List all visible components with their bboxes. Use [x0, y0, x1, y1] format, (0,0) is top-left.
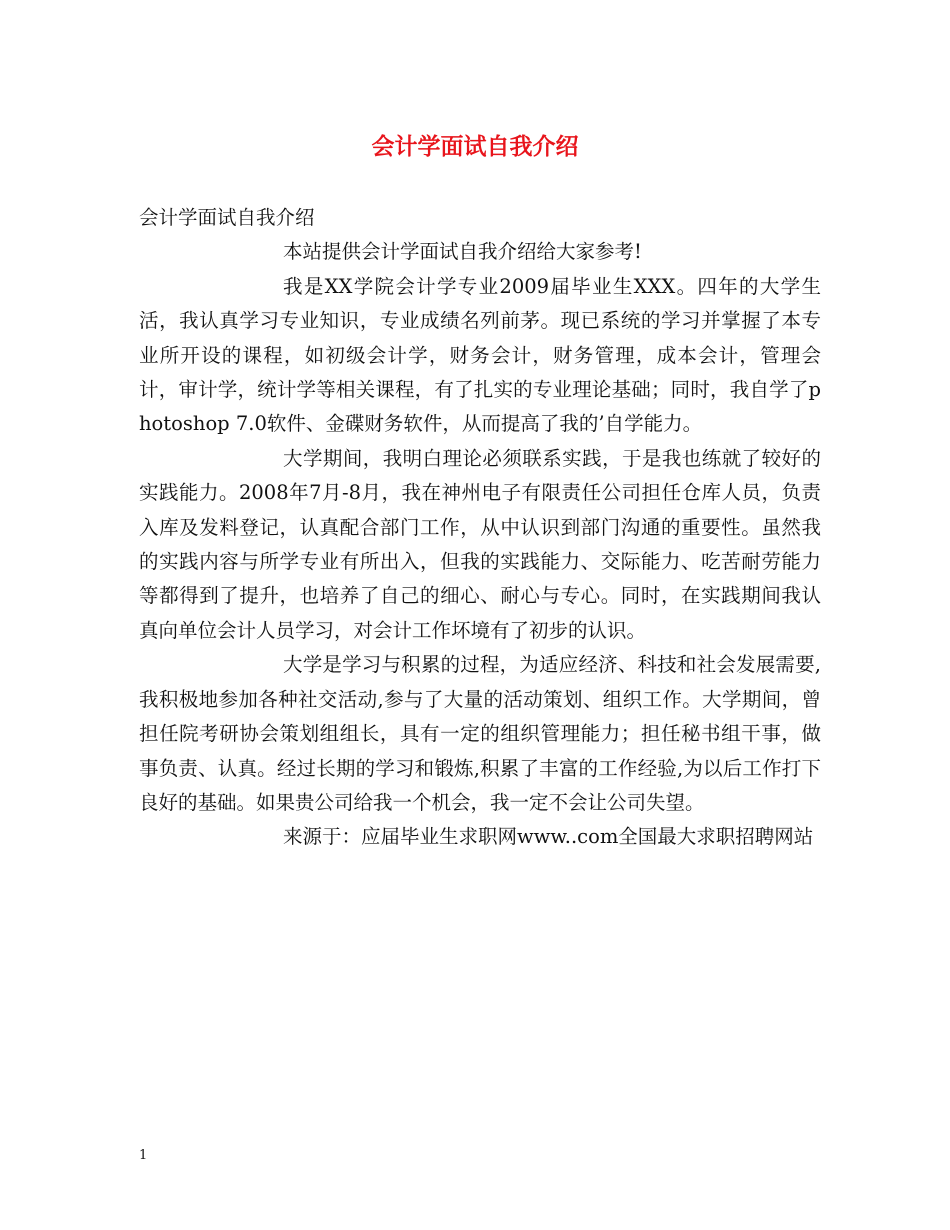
intro-paragraph: 本站提供会计学面试自我介绍给大家参考! — [283, 240, 642, 264]
source-paragraph: 来源于：应届毕业生求职网www..com全国最大求职招聘网站 — [283, 825, 814, 849]
page-number: 1 — [139, 1148, 148, 1163]
subtitle-paragraph: 会计学面试自我介绍 — [139, 206, 315, 229]
practice-paragraph: 大学期间，我明白理论必须联系实践，于是我也练就了较好的实践能力。2008年7月-8月，我在神州电子有限责任公司担任仓库人员，负责入库及发料登记，认真配合部门工作，从中认识到部门沟通的重要性。虽然我的实践内容与所学专业有所出入，但我的实践能力、交际能力、吃苦耐劳能力等都得到了提升，也培养了自己的细心、耐心与专心。同时，在实践期间我认真向单位会计人员学习，对会计工作坏境有了初步的认识。 — [139, 446, 821, 642]
education-paragraph: 我是XX学院会计学专业2009届毕业生XXX。四年的大学生活，我认真学习专业知识，专业成绩名列前茅。现已系统的学习并掌握了本专业所开设的课程，如初级会计学，财务会计，财务管理，成本会计，管理会计，审计学，统计学等相关课程，有了扎实的专业理论基础；同时，我自学了photoshop 7.0软件、金碟财务软件，从而提高了我的’自学能力。 — [139, 274, 821, 436]
activities-paragraph: 大学是学习与积累的过程，为适应经济、科技和社会发展需要,我积极地参加各种社交活动,参与了大量的活动策划、组织工作。大学期间，曾担任院考研协会策划组组长，具有一定的组织管理能力；担任秘书组干事，做事负责、认真。经过长期的学习和锻炼,积累了丰富的工作经验,为以后工作打下良好的基础。如果贵公司给我一个机会，我一定不会让公司失望。 — [139, 653, 821, 814]
document-title: 会计学面试自我介绍 — [371, 133, 579, 160]
document-body — [139, 201, 821, 855]
